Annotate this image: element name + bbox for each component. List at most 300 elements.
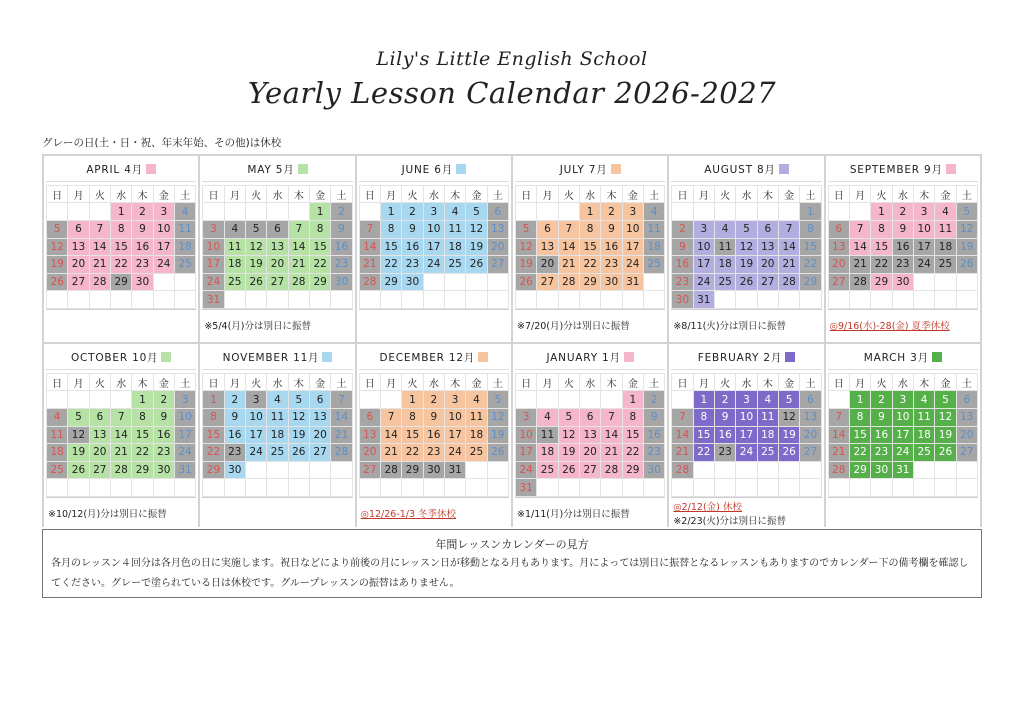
day-cell: 12 xyxy=(957,221,977,238)
month-header xyxy=(46,158,196,182)
month-header xyxy=(202,346,352,370)
day-cell: 23 xyxy=(132,256,152,273)
day-cell: 12 xyxy=(935,409,955,426)
day-cell: 31 xyxy=(445,462,465,479)
day-cell: 13 xyxy=(267,239,287,256)
day-cell: 18 xyxy=(914,427,934,444)
day-cell: 3 xyxy=(175,391,195,408)
empty-cell xyxy=(424,274,444,291)
day-cell: 8 xyxy=(381,221,401,238)
empty-cell xyxy=(537,391,557,408)
day-cell: 14 xyxy=(90,239,110,256)
holiday-note: グレーの日(土・日・祝、年末年始、その他)は休校 xyxy=(42,137,282,149)
empty-cell xyxy=(360,479,380,496)
empty-cell xyxy=(829,291,849,308)
day-cell: 25 xyxy=(914,444,934,461)
day-cell: 10 xyxy=(516,427,536,444)
day-cell: 27 xyxy=(800,444,820,461)
day-cell: 23 xyxy=(402,256,422,273)
weekday-header: 土 xyxy=(488,374,508,391)
empty-cell xyxy=(246,203,266,220)
day-cell: 21 xyxy=(601,444,621,461)
empty-cell xyxy=(779,479,799,496)
empty-cell xyxy=(758,462,778,479)
day-cell: 24 xyxy=(246,444,266,461)
day-cell: 9 xyxy=(601,221,621,238)
day-cell: 9 xyxy=(331,221,351,238)
day-cell: 2 xyxy=(154,391,174,408)
empty-cell xyxy=(466,291,486,308)
month-label: OCTOBER 10月 xyxy=(70,351,159,364)
day-cell: 21 xyxy=(559,256,579,273)
weekday-header: 木 xyxy=(445,186,465,203)
weekday-header: 日 xyxy=(203,186,223,203)
day-cell: 26 xyxy=(559,462,579,479)
weekday-header: 土 xyxy=(488,186,508,203)
day-cell: 24 xyxy=(203,274,223,291)
day-cell: 16 xyxy=(331,239,351,256)
weekday-header: 金 xyxy=(466,186,486,203)
day-cell: 27 xyxy=(360,462,380,479)
day-cell: 2 xyxy=(331,203,351,220)
empty-cell xyxy=(381,291,401,308)
weekday-header: 月 xyxy=(225,374,245,391)
empty-cell xyxy=(672,391,692,408)
day-cell: 25 xyxy=(644,256,664,273)
empty-cell xyxy=(445,291,465,308)
empty-cell xyxy=(935,479,955,496)
day-cell: 30 xyxy=(402,274,422,291)
day-cell: 21 xyxy=(779,256,799,273)
weekday-header: 土 xyxy=(175,186,195,203)
empty-cell xyxy=(537,291,557,308)
month-block xyxy=(357,156,511,342)
month-color-swatch xyxy=(478,352,488,362)
day-cell: 30 xyxy=(424,462,444,479)
empty-cell xyxy=(445,274,465,291)
month-days xyxy=(515,373,665,497)
day-cell: 24 xyxy=(623,256,643,273)
empty-cell xyxy=(957,462,977,479)
day-cell: 3 xyxy=(623,203,643,220)
day-cell: 14 xyxy=(559,239,579,256)
weekday-header: 火 xyxy=(715,374,735,391)
day-cell: 1 xyxy=(871,203,891,220)
month-memo xyxy=(671,309,821,340)
weekday-header: 月 xyxy=(381,186,401,203)
weekday-header: 水 xyxy=(893,374,913,391)
weekday-header: 土 xyxy=(175,374,195,391)
empty-cell xyxy=(466,274,486,291)
weekday-header: 日 xyxy=(203,374,223,391)
empty-cell xyxy=(601,479,621,496)
day-cell: 17 xyxy=(424,239,444,256)
month-memo xyxy=(671,497,821,528)
day-cell: 28 xyxy=(559,274,579,291)
month-color-swatch xyxy=(146,164,156,174)
day-cell: 7 xyxy=(850,221,870,238)
day-cell: 10 xyxy=(893,409,913,426)
day-cell: 15 xyxy=(871,239,891,256)
day-cell: 5 xyxy=(289,391,309,408)
day-cell: 5 xyxy=(779,391,799,408)
day-cell: 18 xyxy=(225,256,245,273)
day-cell: 7 xyxy=(559,221,579,238)
month-days xyxy=(46,373,196,497)
day-cell: 28 xyxy=(360,274,380,291)
empty-cell xyxy=(850,291,870,308)
day-cell: 16 xyxy=(715,427,735,444)
day-cell: 18 xyxy=(715,256,735,273)
day-cell: 9 xyxy=(402,221,422,238)
day-cell: 18 xyxy=(466,427,486,444)
month-days xyxy=(202,185,352,309)
day-cell: 27 xyxy=(537,274,557,291)
empty-cell xyxy=(559,479,579,496)
empty-cell xyxy=(246,291,266,308)
empty-cell xyxy=(424,291,444,308)
empty-cell xyxy=(203,479,223,496)
day-cell: 7 xyxy=(289,221,309,238)
day-cell: 10 xyxy=(736,409,756,426)
day-cell: 13 xyxy=(310,409,330,426)
day-cell: 1 xyxy=(203,391,223,408)
day-cell: 22 xyxy=(132,444,152,461)
day-cell: 1 xyxy=(111,203,131,220)
day-cell: 6 xyxy=(310,391,330,408)
month-memo xyxy=(46,309,196,340)
month-color-swatch xyxy=(611,164,621,174)
day-cell: 22 xyxy=(381,256,401,273)
day-cell: 15 xyxy=(310,239,330,256)
weekday-header: 水 xyxy=(424,374,444,391)
empty-cell xyxy=(779,291,799,308)
day-cell: 30 xyxy=(331,274,351,291)
empty-cell xyxy=(957,479,977,496)
weekday-header: 水 xyxy=(267,186,287,203)
weekday-header: 月 xyxy=(68,374,88,391)
day-cell: 29 xyxy=(111,274,131,291)
empty-cell xyxy=(289,203,309,220)
weekday-header: 火 xyxy=(871,186,891,203)
day-cell: 21 xyxy=(381,444,401,461)
day-cell: 31 xyxy=(516,479,536,496)
weekday-header: 火 xyxy=(90,374,110,391)
empty-cell xyxy=(694,479,714,496)
month-label: FEBRUARY 2月 xyxy=(697,351,783,364)
month-memo xyxy=(828,309,978,340)
day-cell: 7 xyxy=(331,391,351,408)
day-cell: 13 xyxy=(90,427,110,444)
weekday-header: 木 xyxy=(445,374,465,391)
empty-cell xyxy=(111,479,131,496)
day-cell: 11 xyxy=(47,427,67,444)
empty-cell xyxy=(537,203,557,220)
weekday-header: 月 xyxy=(381,374,401,391)
day-cell: 10 xyxy=(246,409,266,426)
day-cell: 19 xyxy=(488,427,508,444)
day-cell: 24 xyxy=(516,462,536,479)
empty-cell xyxy=(736,291,756,308)
day-cell: 23 xyxy=(331,256,351,273)
memo-text: ※5/4(月)分は別日に振替 xyxy=(204,320,311,332)
day-cell: 28 xyxy=(672,462,692,479)
day-cell: 22 xyxy=(580,256,600,273)
day-cell: 1 xyxy=(694,391,714,408)
day-cell: 2 xyxy=(402,203,422,220)
weekday-header: 月 xyxy=(850,374,870,391)
day-cell: 31 xyxy=(694,291,714,308)
empty-cell xyxy=(516,291,536,308)
day-cell: 16 xyxy=(601,239,621,256)
day-cell: 8 xyxy=(132,409,152,426)
weekday-header: 火 xyxy=(559,374,579,391)
empty-cell xyxy=(203,203,223,220)
day-cell: 13 xyxy=(537,239,557,256)
empty-cell xyxy=(246,479,266,496)
day-cell: 28 xyxy=(90,274,110,291)
day-cell: 28 xyxy=(829,462,849,479)
day-cell: 7 xyxy=(111,409,131,426)
month-label: SEPTEMBER 9月 xyxy=(849,163,943,176)
day-cell: 18 xyxy=(47,444,67,461)
day-cell: 8 xyxy=(203,409,223,426)
day-cell: 29 xyxy=(203,462,223,479)
day-cell: 21 xyxy=(360,256,380,273)
weekday-header: 金 xyxy=(623,374,643,391)
day-cell: 14 xyxy=(331,409,351,426)
day-cell: 3 xyxy=(203,221,223,238)
day-cell: 25 xyxy=(466,444,486,461)
day-cell: 7 xyxy=(672,409,692,426)
day-cell: 13 xyxy=(800,409,820,426)
weekday-header: 火 xyxy=(90,186,110,203)
day-cell: 2 xyxy=(672,221,692,238)
empty-cell xyxy=(68,203,88,220)
day-cell: 1 xyxy=(623,391,643,408)
empty-cell xyxy=(225,479,245,496)
empty-cell xyxy=(601,391,621,408)
empty-cell xyxy=(154,479,174,496)
day-cell: 22 xyxy=(310,256,330,273)
empty-cell xyxy=(175,274,195,291)
day-cell: 20 xyxy=(580,444,600,461)
day-cell: 5 xyxy=(466,203,486,220)
guide-box xyxy=(42,529,982,598)
day-cell: 29 xyxy=(132,462,152,479)
day-cell: 4 xyxy=(175,203,195,220)
empty-cell xyxy=(893,291,913,308)
day-cell: 26 xyxy=(47,274,67,291)
weekday-header: 水 xyxy=(424,186,444,203)
empty-cell xyxy=(225,203,245,220)
day-cell: 6 xyxy=(267,221,287,238)
month-header xyxy=(515,158,665,182)
empty-cell xyxy=(914,479,934,496)
empty-cell xyxy=(331,462,351,479)
day-cell: 13 xyxy=(957,409,977,426)
weekday-header: 日 xyxy=(829,374,849,391)
empty-cell xyxy=(68,479,88,496)
day-cell: 1 xyxy=(381,203,401,220)
day-cell: 29 xyxy=(381,274,401,291)
day-cell: 24 xyxy=(893,444,913,461)
day-cell: 17 xyxy=(516,444,536,461)
weekday-header: 木 xyxy=(914,374,934,391)
day-cell: 25 xyxy=(715,274,735,291)
calendar-grid xyxy=(42,154,982,527)
day-cell: 13 xyxy=(829,239,849,256)
day-cell: 4 xyxy=(644,203,664,220)
day-cell: 24 xyxy=(736,444,756,461)
day-cell: 28 xyxy=(331,444,351,461)
day-cell: 1 xyxy=(310,203,330,220)
empty-cell xyxy=(360,391,380,408)
day-cell: 23 xyxy=(893,256,913,273)
day-cell: 20 xyxy=(310,427,330,444)
day-cell: 7 xyxy=(601,409,621,426)
day-cell: 22 xyxy=(623,444,643,461)
day-cell: 26 xyxy=(68,462,88,479)
day-cell: 14 xyxy=(601,427,621,444)
day-cell: 21 xyxy=(90,256,110,273)
empty-cell xyxy=(310,291,330,308)
day-cell: 18 xyxy=(445,239,465,256)
day-cell: 2 xyxy=(225,391,245,408)
day-cell: 24 xyxy=(694,274,714,291)
day-cell: 18 xyxy=(267,427,287,444)
day-cell: 23 xyxy=(424,444,444,461)
weekday-header: 月 xyxy=(537,186,557,203)
empty-cell xyxy=(736,479,756,496)
day-cell: 27 xyxy=(758,274,778,291)
month-memo xyxy=(515,497,665,528)
empty-cell xyxy=(957,291,977,308)
day-cell: 15 xyxy=(402,427,422,444)
day-cell: 19 xyxy=(957,239,977,256)
empty-cell xyxy=(623,291,643,308)
empty-cell xyxy=(537,479,557,496)
empty-cell xyxy=(111,391,131,408)
day-cell: 24 xyxy=(424,256,444,273)
day-cell: 28 xyxy=(381,462,401,479)
day-cell: 27 xyxy=(267,274,287,291)
weekday-header: 日 xyxy=(829,186,849,203)
empty-cell xyxy=(488,462,508,479)
day-cell: 23 xyxy=(871,444,891,461)
month-header xyxy=(202,158,352,182)
day-cell: 2 xyxy=(601,203,621,220)
day-cell: 31 xyxy=(203,291,223,308)
day-cell: 19 xyxy=(779,427,799,444)
page-title: Yearly Lesson Calendar 2026-2027 xyxy=(247,76,777,110)
day-cell: 10 xyxy=(424,221,444,238)
day-cell: 13 xyxy=(580,427,600,444)
day-cell: 16 xyxy=(893,239,913,256)
day-cell: 8 xyxy=(623,409,643,426)
day-cell: 26 xyxy=(488,444,508,461)
weekday-header: 火 xyxy=(402,186,422,203)
day-cell: 20 xyxy=(267,256,287,273)
day-cell: 12 xyxy=(779,409,799,426)
month-memo xyxy=(202,309,352,340)
weekday-header: 火 xyxy=(871,374,891,391)
day-cell: 3 xyxy=(424,203,444,220)
weekday-header: 木 xyxy=(758,186,778,203)
empty-cell xyxy=(132,291,152,308)
empty-cell xyxy=(715,291,735,308)
weekday-header: 水 xyxy=(111,186,131,203)
day-cell: 16 xyxy=(644,427,664,444)
day-cell: 14 xyxy=(829,427,849,444)
month-block xyxy=(669,156,823,342)
day-cell: 21 xyxy=(850,256,870,273)
day-cell: 13 xyxy=(360,427,380,444)
day-cell: 3 xyxy=(914,203,934,220)
day-cell: 8 xyxy=(850,409,870,426)
day-cell: 4 xyxy=(445,203,465,220)
day-cell: 6 xyxy=(580,409,600,426)
weekday-header: 水 xyxy=(736,374,756,391)
empty-cell xyxy=(424,479,444,496)
empty-cell xyxy=(644,291,664,308)
weekday-header: 水 xyxy=(580,186,600,203)
weekday-header: 木 xyxy=(914,186,934,203)
weekday-header: 土 xyxy=(800,374,820,391)
day-cell: 21 xyxy=(111,444,131,461)
day-cell: 23 xyxy=(154,444,174,461)
day-cell: 18 xyxy=(935,239,955,256)
day-cell: 4 xyxy=(935,203,955,220)
empty-cell xyxy=(871,479,891,496)
empty-cell xyxy=(559,291,579,308)
day-cell: 31 xyxy=(175,462,195,479)
day-cell: 9 xyxy=(154,409,174,426)
day-cell: 25 xyxy=(175,256,195,273)
day-cell: 7 xyxy=(360,221,380,238)
empty-cell xyxy=(758,291,778,308)
day-cell: 20 xyxy=(537,256,557,273)
day-cell: 17 xyxy=(736,427,756,444)
empty-cell xyxy=(736,462,756,479)
empty-cell xyxy=(310,479,330,496)
empty-cell xyxy=(111,291,131,308)
day-cell: 17 xyxy=(694,256,714,273)
empty-cell xyxy=(246,462,266,479)
day-cell: 24 xyxy=(445,444,465,461)
empty-cell xyxy=(580,391,600,408)
empty-cell xyxy=(580,479,600,496)
weekday-header: 木 xyxy=(289,186,309,203)
day-cell: 27 xyxy=(829,274,849,291)
weekday-header: 火 xyxy=(246,374,266,391)
empty-cell xyxy=(154,274,174,291)
day-cell: 11 xyxy=(225,239,245,256)
empty-cell xyxy=(90,203,110,220)
weekday-header: 月 xyxy=(537,374,557,391)
day-cell: 16 xyxy=(225,427,245,444)
weekday-header: 金 xyxy=(310,374,330,391)
month-memo xyxy=(202,497,352,528)
empty-cell xyxy=(68,291,88,308)
day-cell: 4 xyxy=(225,221,245,238)
month-memo xyxy=(359,309,509,340)
weekday-header: 土 xyxy=(957,374,977,391)
month-block xyxy=(826,156,980,342)
day-cell: 23 xyxy=(225,444,245,461)
day-cell: 17 xyxy=(246,427,266,444)
day-cell: 5 xyxy=(246,221,266,238)
